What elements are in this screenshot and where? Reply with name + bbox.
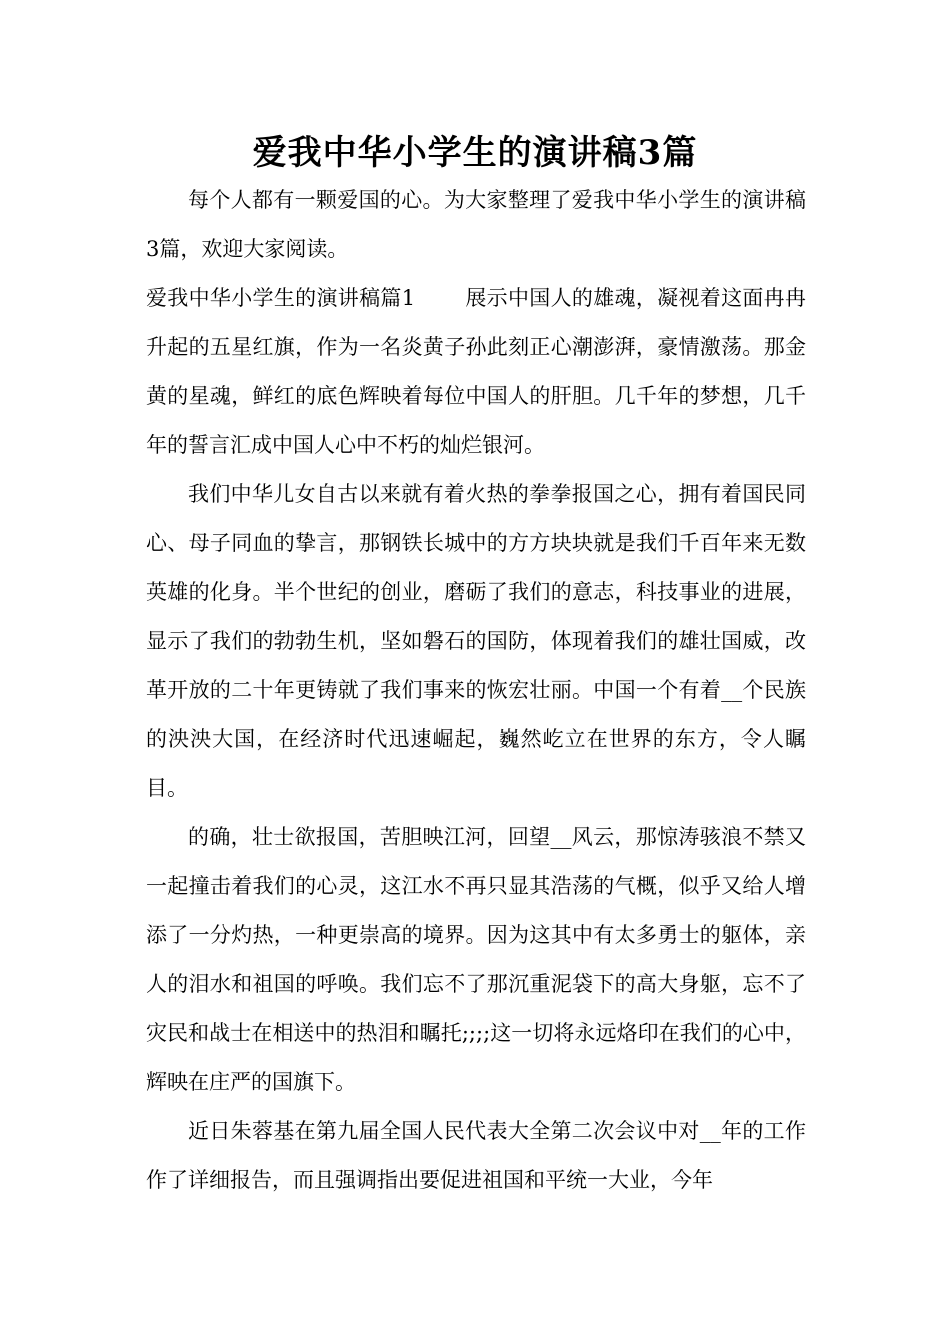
section1-heading: 爱我中华小学生的演讲稿篇1 bbox=[146, 286, 416, 310]
intro-paragraph: 每个人都有一颗爱国的心。为大家整理了爱我中华小学生的演讲稿3篇，欢迎大家阅读。 bbox=[146, 188, 806, 261]
body-paragraph-2: 我们中华儿女自古以来就有着火热的拳拳报国之心，拥有着国民同心、母子同血的挚言，那钢铁长城中的方方块块就是我们千百年来无数英雄的化身。半个世纪的创业，磨砺了我们的意志，科技事业的进展，显示了我们的勃勃生机，坚如磐石的国防，体现着我们的雄壮国威，改革开放的二十年更铸就了我们事来的恢宏壮丽。中国一个有着__个民族的泱泱大国，在经济时代迅速崛起，巍然屹立在世界的东方，令人瞩目。 bbox=[146, 482, 806, 800]
section1-text: 展示中国人的雄魂，凝视着这面冉冉升起的五星红旗，作为一名炎黄子孙此刻正心潮澎湃，豪情激荡。那金黄的星魂，鲜红的底色辉映着每位中国人的肝胆。几千年的梦想，几千年的誓言汇成中国人心中不朽的灿烂银河。 bbox=[146, 286, 806, 457]
body-paragraph-4: 近日朱蓉基在第九届全国人民代表大全第二次会议中对__年的工作作了详细报告，而且强调指出要促进祖国和平统一大业，今年 bbox=[146, 1119, 806, 1192]
section1-paragraph bbox=[146, 274, 806, 470]
document-body bbox=[146, 176, 806, 1205]
body-paragraph-3: 的确，壮士欲报国，苦胆映江河，回望__风云，那惊涛骇浪不禁又一起撞击着我们的心灵，这江水不再只显其浩荡的气概，似乎又给人增添了一分灼热，一种更崇高的境界。因为这其中有太多勇士的躯体，亲人的泪水和祖国的呼唤。我们忘不了那沉重泥袋下的高大身躯，忘不了灾民和战士在相送中的热泪和瞩托;;;;这一切将永远烙印在我们的心中，辉映在庄严的国旗下。 bbox=[146, 825, 806, 1094]
document-title: 爱我中华小学生的演讲稿3篇 bbox=[252, 133, 698, 173]
